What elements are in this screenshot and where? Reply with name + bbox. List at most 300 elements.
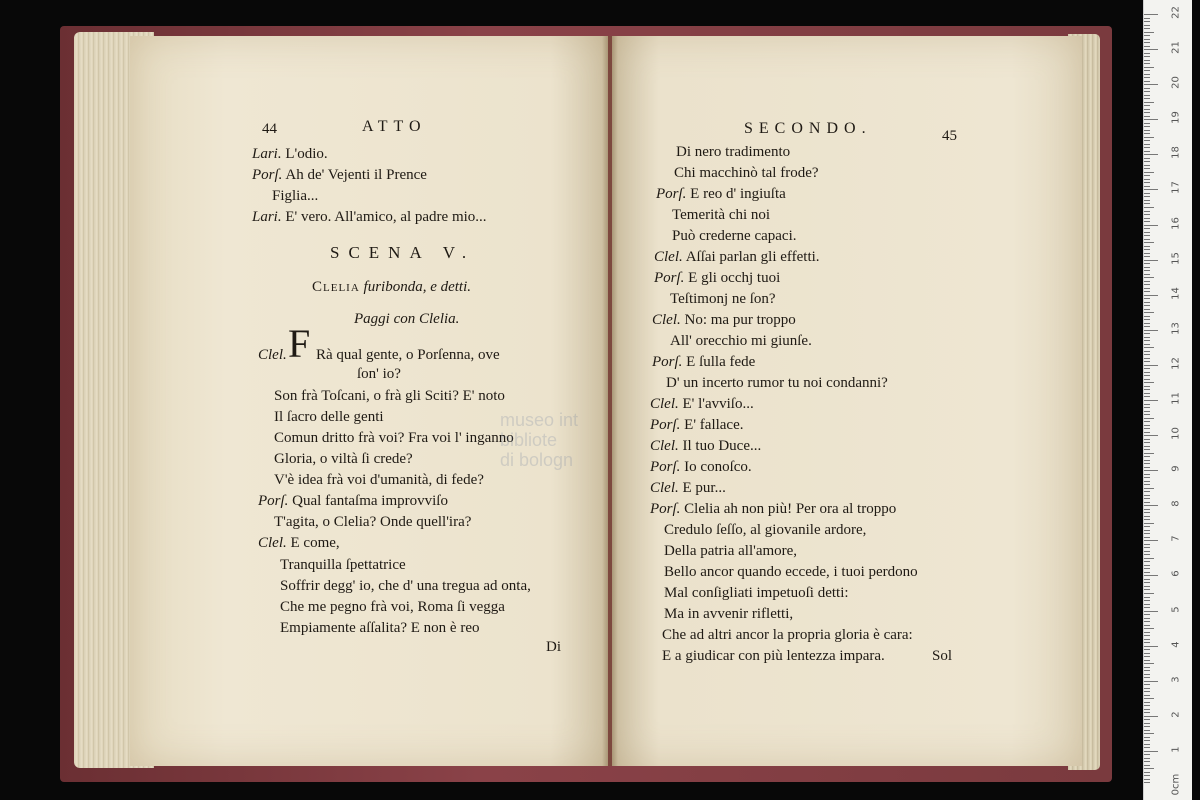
line-text: E' vero. All'amico, al padre mio... — [285, 209, 487, 225]
ruler-tick — [1144, 232, 1150, 233]
ruler-tick — [1144, 656, 1150, 657]
ruler-tick — [1144, 91, 1150, 92]
ruler-tick — [1144, 347, 1154, 348]
ruler-tick — [1144, 772, 1150, 773]
ruler-tick — [1144, 305, 1150, 306]
measuring-ruler — [1143, 0, 1192, 800]
ruler-tick — [1144, 263, 1150, 264]
ruler-tick — [1144, 670, 1150, 671]
ruler-tick — [1144, 21, 1150, 22]
ruler-label: 7 — [1170, 535, 1182, 543]
ruler-tick — [1144, 723, 1150, 724]
ruler-tick — [1144, 698, 1154, 699]
ruler-tick — [1144, 579, 1150, 580]
ruler-tick — [1144, 677, 1150, 678]
ruler-tick — [1144, 49, 1158, 50]
ruler-tick — [1144, 488, 1154, 489]
ruler-tick — [1144, 200, 1150, 201]
right-page-number: 45 — [942, 128, 957, 144]
ruler-tick — [1144, 221, 1150, 222]
ruler-tick — [1144, 32, 1154, 33]
ruler-tick — [1144, 516, 1150, 517]
ruler-tick — [1144, 281, 1150, 282]
ruler-label: 10 — [1170, 427, 1182, 440]
ruler-tick — [1144, 558, 1154, 559]
ruler-tick — [1144, 400, 1158, 401]
speaker-label: Clel. — [650, 396, 679, 412]
ruler-tick — [1144, 544, 1150, 545]
ruler-tick — [1144, 140, 1150, 141]
ruler-tick — [1144, 84, 1158, 85]
ruler-tick — [1144, 382, 1154, 383]
ruler-tick — [1144, 604, 1150, 605]
speaker-label: Clel. — [258, 535, 287, 551]
ruler-tick — [1144, 611, 1158, 612]
ruler-tick — [1144, 337, 1150, 338]
ruler-tick — [1144, 182, 1150, 183]
catchword: Sol — [932, 648, 953, 664]
ruler-tick — [1144, 547, 1150, 548]
left-line — [272, 187, 318, 205]
line-text: E ſulla fede — [686, 354, 756, 370]
speaker-label: Porſ. — [656, 186, 687, 202]
ruler-tick — [1144, 154, 1158, 155]
ruler-tick — [1144, 702, 1150, 703]
ruler-tick — [1144, 575, 1158, 576]
ruler-tick — [1144, 642, 1150, 643]
ruler-tick — [1144, 754, 1150, 755]
ruler-tick — [1144, 639, 1150, 640]
ruler-label: 20 — [1170, 76, 1182, 90]
speaker-label: Clel. — [650, 438, 679, 454]
ruler-tick — [1144, 330, 1158, 331]
speaker-label: Porſ. — [650, 501, 681, 517]
ruler-tick — [1144, 467, 1150, 468]
ruler-tick — [1144, 618, 1150, 619]
line-text: E pur... — [682, 480, 726, 496]
line-text: L'odio. — [285, 146, 328, 162]
line-text: Io conoſco. — [684, 459, 752, 475]
ruler-tick — [1144, 351, 1150, 352]
ruler-tick — [1144, 14, 1158, 15]
ruler-tick — [1144, 119, 1158, 120]
character-name: Clelia — [312, 279, 360, 295]
ruler-tick — [1144, 407, 1150, 408]
ruler-tick — [1144, 151, 1150, 152]
dialogue-line: Può crederne capaci. — [672, 228, 797, 244]
ruler-tick — [1144, 39, 1150, 40]
right-line — [654, 269, 780, 287]
ruler-tick — [1144, 533, 1150, 534]
dialogue-line: V'è idea frà voi d'umanità, di fede? — [274, 472, 484, 488]
dialogue-line: Credulo ſeſſo, al giovanile ardore, — [664, 522, 867, 538]
ruler-tick — [1144, 175, 1150, 176]
ruler-tick — [1144, 102, 1154, 103]
speaker-text: Clel. — [258, 347, 287, 363]
ruler-tick — [1144, 477, 1150, 478]
ruler-tick — [1144, 207, 1154, 208]
ruler-tick — [1144, 358, 1150, 359]
line-text: E' fallace. — [684, 417, 744, 433]
dialogue-line: Empiamente aſſalita? E non è reo — [280, 620, 480, 636]
ruler-tick — [1144, 211, 1150, 212]
ruler-tick — [1144, 586, 1150, 587]
ruler-tick — [1144, 712, 1150, 713]
ruler-tick — [1144, 446, 1150, 447]
ruler-tick — [1144, 165, 1150, 166]
ruler-tick — [1144, 368, 1150, 369]
ruler-tick — [1144, 95, 1150, 96]
ruler-label: 18 — [1170, 146, 1182, 160]
ruler-tick — [1144, 161, 1150, 162]
ruler-tick — [1144, 193, 1150, 194]
ruler-label: 16 — [1170, 216, 1182, 230]
ruler-tick — [1144, 147, 1150, 148]
ruler-tick — [1144, 653, 1150, 654]
ruler-tick — [1144, 621, 1150, 622]
ruler-tick — [1144, 309, 1150, 310]
ruler-tick — [1144, 705, 1150, 706]
dialogue-line: Soffrir degg' io, che d' una tregua ad onta, — [280, 578, 531, 594]
ruler-tick — [1144, 688, 1150, 689]
left-line — [252, 208, 487, 226]
ruler-tick — [1144, 396, 1150, 397]
ruler-tick — [1144, 572, 1150, 573]
ruler-tick — [1144, 768, 1154, 769]
book-gutter — [602, 36, 618, 766]
ruler-tick — [1144, 593, 1154, 594]
ruler-tick — [1144, 228, 1150, 229]
ruler-tick — [1144, 474, 1150, 475]
ruler-tick — [1144, 316, 1150, 317]
ruler-tick — [1144, 453, 1154, 454]
ruler-tick — [1144, 625, 1150, 626]
speaker-label: Porſ. — [650, 417, 681, 433]
dialogue-line: Di nero tradimento — [676, 144, 791, 160]
ruler-tick — [1144, 354, 1150, 355]
ruler-tick — [1144, 333, 1150, 334]
dialogue-line: Chi macchinò tal frode? — [674, 165, 819, 181]
ruler-tick — [1144, 442, 1150, 443]
ruler-tick — [1144, 765, 1150, 766]
ruler-tick — [1144, 63, 1150, 64]
ruler-tick — [1144, 737, 1150, 738]
stamp-line: bibliote — [500, 430, 558, 450]
ruler-tick — [1144, 242, 1154, 243]
ruler-tick — [1144, 344, 1150, 345]
ruler-tick — [1144, 260, 1158, 261]
ruler-tick — [1144, 523, 1154, 524]
dialogue-line: Rà qual gente, o Porſenna, ove — [316, 347, 500, 363]
ruler-tick — [1144, 498, 1150, 499]
ruler-tick — [1144, 719, 1150, 720]
ruler-tick — [1144, 144, 1150, 145]
right-line — [650, 500, 896, 518]
ruler-tick — [1144, 709, 1150, 710]
ruler-tick — [1144, 291, 1150, 292]
catchword: Di — [546, 639, 561, 655]
speaker-label: Clel. — [654, 249, 683, 265]
ruler-tick — [1144, 105, 1150, 106]
left-line — [258, 534, 340, 552]
ruler-tick — [1144, 179, 1150, 180]
ruler-tick — [1144, 361, 1150, 362]
ruler-tick — [1144, 695, 1150, 696]
dialogue-line: Che ad altri ancor la propria gloria è cara: — [662, 627, 913, 643]
ruler-tick — [1144, 439, 1150, 440]
right-line — [654, 248, 820, 266]
speaker-label: Lari. — [252, 209, 282, 225]
ruler-label: 9 — [1170, 465, 1182, 472]
ruler-tick — [1144, 74, 1150, 75]
ruler-tick — [1144, 375, 1150, 376]
ruler-tick — [1144, 540, 1158, 541]
ruler-tick — [1144, 463, 1150, 464]
ruler-label: 2 — [1170, 711, 1182, 718]
scene-heading: SCENA V. — [330, 243, 476, 262]
right-line — [652, 353, 755, 371]
ruler-tick — [1144, 646, 1158, 647]
dialogue-line: Che me pegno frà voi, Roma ſi vegga — [280, 599, 505, 615]
ruler-tick — [1144, 130, 1150, 131]
ruler-tick — [1144, 35, 1150, 36]
right-line — [656, 185, 786, 203]
ruler-label: 11 — [1170, 392, 1182, 405]
ruler-tick — [1144, 253, 1150, 254]
ruler-tick — [1144, 81, 1150, 82]
ruler-tick — [1144, 298, 1150, 299]
ruler-tick — [1144, 372, 1150, 373]
ruler-tick — [1144, 561, 1150, 562]
ruler-tick — [1144, 203, 1150, 204]
ruler-tick — [1144, 775, 1150, 776]
left-line — [252, 145, 328, 163]
ruler-tick — [1144, 28, 1150, 29]
ruler-tick — [1144, 42, 1150, 43]
ruler-tick — [1144, 681, 1158, 682]
left-page-number: 44 — [262, 121, 277, 137]
right-line — [650, 416, 744, 434]
ruler-tick — [1144, 674, 1150, 675]
ruler-tick — [1144, 25, 1150, 26]
left-line — [258, 492, 448, 510]
ruler-tick — [1144, 565, 1150, 566]
ruler-tick — [1144, 470, 1158, 471]
right-line — [652, 311, 796, 329]
right-line — [650, 458, 752, 476]
line-text: Il tuo Duce... — [682, 438, 762, 454]
ruler-tick — [1144, 112, 1150, 113]
dialogue-line: Teſtimonj ne ſon? — [670, 291, 776, 307]
ruler-tick — [1144, 730, 1150, 731]
ruler-tick — [1144, 109, 1150, 110]
ruler-tick — [1144, 277, 1154, 278]
ruler-tick — [1144, 88, 1150, 89]
dialogue-line: Comun dritto frà voi? Fra voi l' inganno — [274, 430, 514, 446]
ruler-tick — [1144, 435, 1158, 436]
ruler-tick — [1144, 635, 1150, 636]
ruler-label: 15 — [1170, 251, 1182, 265]
ruler-label: 17 — [1170, 181, 1182, 195]
ruler-tick — [1144, 530, 1150, 531]
stamp-line: di bologn — [500, 450, 574, 470]
ruler-tick — [1144, 733, 1154, 734]
speaker-label: Porſ. — [252, 167, 283, 183]
speaker-label: Porſ. — [652, 354, 683, 370]
left-running-head: ATTO — [362, 118, 427, 135]
ruler-tick — [1144, 649, 1150, 650]
scene-cast-second: Paggi con Clelia. — [354, 311, 460, 327]
ruler-tick — [1144, 214, 1150, 215]
ruler-tick — [1144, 133, 1150, 134]
right-line — [650, 437, 761, 455]
ruler-tick — [1144, 667, 1150, 668]
ruler-tick — [1144, 302, 1150, 303]
ruler-tick — [1144, 158, 1150, 159]
dialogue-line: Tranquilla ſpettatrice — [280, 557, 406, 573]
dialogue-line: Temerità chi noi — [672, 207, 771, 223]
ruler-tick — [1144, 249, 1150, 250]
ruler-label: 8 — [1170, 500, 1182, 507]
right-line — [650, 479, 726, 497]
ruler-tick — [1144, 393, 1150, 394]
line-text: E come, — [290, 535, 340, 551]
line-text: E reo d' ingiuſta — [690, 186, 786, 202]
speaker-label: Lari. — [252, 146, 282, 162]
ruler-tick — [1144, 284, 1150, 285]
ruler-tick — [1144, 295, 1158, 296]
ruler-tick — [1144, 589, 1150, 590]
speaker-label — [258, 346, 287, 364]
ruler-tick — [1144, 365, 1158, 366]
ruler-label: 13 — [1170, 321, 1182, 335]
ruler-tick — [1144, 716, 1158, 717]
ruler-tick — [1144, 551, 1150, 552]
ruler-tick — [1144, 386, 1150, 387]
line-text: E gli occhj tuoi — [688, 270, 781, 286]
ruler-label: 4 — [1170, 640, 1182, 648]
dialogue-line: D' un incerto rumor tu noi condanni? — [666, 375, 888, 391]
ruler-tick — [1144, 614, 1150, 615]
speaker-label: Porſ. — [650, 459, 681, 475]
ruler-tick — [1144, 270, 1150, 271]
ruler-tick — [1144, 404, 1150, 405]
ruler-label: 0cm — [1170, 773, 1182, 796]
ruler-tick — [1144, 18, 1150, 19]
dialogue-line: Gloria, o viltà ſi crede? — [274, 451, 413, 467]
ruler-tick — [1144, 691, 1150, 692]
line-text: E' l'avviſo... — [682, 396, 754, 412]
ruler-tick — [1144, 60, 1150, 61]
ruler-tick — [1144, 323, 1150, 324]
ruler-tick — [1144, 779, 1150, 780]
dialogue-line: Il ſacro delle genti — [274, 409, 384, 425]
ruler-tick — [1144, 414, 1150, 415]
ruler-tick — [1144, 246, 1150, 247]
ruler-tick — [1144, 312, 1154, 313]
ruler-tick — [1144, 526, 1150, 527]
ruler-label: 3 — [1170, 676, 1182, 683]
ruler-tick — [1144, 758, 1150, 759]
ruler-label: 22 — [1170, 6, 1182, 19]
ruler-tick — [1144, 389, 1150, 390]
scene-cast — [312, 278, 471, 296]
ruler-tick — [1144, 432, 1150, 433]
dialogue-line: Ma in avvenir rifletti, — [664, 606, 794, 622]
ruler-tick — [1144, 67, 1154, 68]
scene-cast-rest: furibonda, e detti. — [363, 279, 472, 295]
ruler-tick — [1144, 761, 1150, 762]
ruler-label: 14 — [1170, 286, 1182, 300]
ruler-tick — [1144, 340, 1150, 341]
ruler-tick — [1144, 726, 1150, 727]
dialogue-line: Son frà Toſcani, o frà gli Sciti? E' noto — [274, 388, 505, 404]
ruler-tick — [1144, 274, 1150, 275]
speaker-label: Porſ. — [258, 493, 289, 509]
ruler-tick — [1144, 628, 1154, 629]
ruler-tick — [1144, 53, 1150, 54]
dialogue-line: All' orecchio mi giunſe. — [670, 333, 812, 349]
ruler-tick — [1144, 189, 1158, 190]
ruler-tick — [1144, 196, 1150, 197]
ruler-tick — [1144, 751, 1158, 752]
line-text: No: ma pur troppo — [684, 312, 796, 328]
ruler-tick — [1144, 660, 1150, 661]
ruler-tick — [1144, 239, 1150, 240]
ruler-tick — [1144, 235, 1150, 236]
ruler-tick — [1144, 411, 1150, 412]
line-text: Figlia... — [272, 188, 319, 204]
ruler-tick — [1144, 582, 1150, 583]
ruler-tick — [1144, 123, 1150, 124]
ruler-tick — [1144, 740, 1150, 741]
ruler-tick — [1144, 782, 1150, 783]
ruler-tick — [1144, 554, 1150, 555]
ruler-tick — [1144, 505, 1158, 506]
ruler-label: 1 — [1170, 746, 1182, 753]
ruler-label: 12 — [1170, 357, 1182, 370]
dialogue-line: E a giudicar con più lentezza impara. — [662, 648, 885, 664]
stamp-line: museo int — [500, 410, 579, 430]
right-line — [650, 395, 754, 413]
right-running-head: SECONDO. — [744, 120, 872, 137]
ruler-tick — [1144, 537, 1150, 538]
ruler-tick — [1144, 168, 1150, 169]
ruler-tick — [1144, 428, 1150, 429]
ruler-tick — [1144, 519, 1150, 520]
ruler-tick — [1144, 421, 1150, 422]
ruler-tick — [1144, 418, 1154, 419]
ruler-tick — [1144, 70, 1150, 71]
speaker-label: Clel. — [650, 480, 679, 496]
ruler-tick — [1144, 744, 1150, 745]
ruler-tick — [1144, 568, 1150, 569]
left-line — [252, 166, 427, 184]
speaker-label: Porſ. — [654, 270, 685, 286]
speaker-label: Clel. — [652, 312, 681, 328]
ruler-tick — [1144, 600, 1150, 601]
ruler-tick — [1144, 597, 1150, 598]
ruler-tick — [1144, 379, 1150, 380]
ruler-label: 19 — [1170, 111, 1182, 125]
line-text: Clelia ah non più! Per ora al troppo — [684, 501, 897, 517]
ruler-tick — [1144, 663, 1154, 664]
ruler-tick — [1144, 502, 1150, 503]
ruler-tick — [1144, 77, 1150, 78]
ruler-tick — [1144, 56, 1150, 57]
drop-cap: F — [288, 321, 311, 366]
ruler-tick — [1144, 319, 1150, 320]
